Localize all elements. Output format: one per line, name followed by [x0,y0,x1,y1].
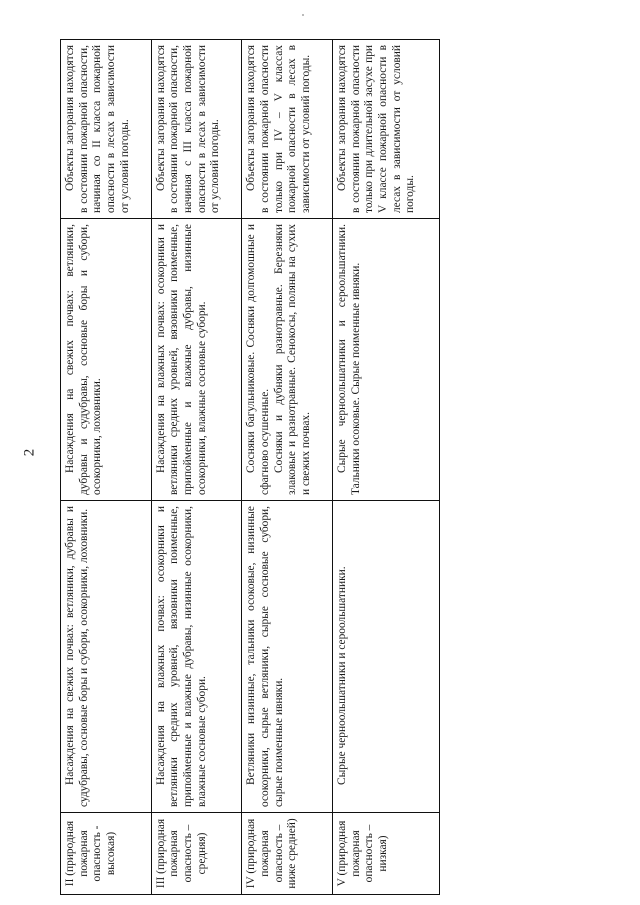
vegetation-types-cell [61,219,152,501]
page-number: 2 [21,448,38,457]
danger-class-cell: V (природная пожарная опасность – низкая) [332,813,439,895]
cell-paragraph: Насаждения на влажных почвах: осокорники и ветляники средних уровней, вязовники поименные, припойменные и влажные дубравы, низинные осокорники, влажные сосновые субори. [154,224,208,495]
cell-paragraph: Насаждения на свежих почвах: ветляники, дубравы и судубравы, сосновые боры и субори, осокорники, лоховники. [64,224,104,495]
forest-types-cell [242,501,333,813]
cell-paragraph: Сосняки багульниковые. Сосняки долгомошные и сфагново осушенные. [245,224,271,495]
cell-paragraph: Сырые черноольшатники и сероольшатники. Тальники осоковые. Сырые поименные ивняки. [335,224,362,495]
forest-types-cell [151,501,242,813]
danger-class-cell: IV (природная пожарная опасность – ниже средней) [242,813,333,895]
vegetation-types-cell [242,219,333,501]
cell-paragraph: Ветляники низинные, тальники осоковые, низинные осокорники, сырые ветляники, сырые сосновые субори, сырые поименные ивняки. [245,506,285,807]
danger-condition-cell [332,40,439,219]
cell-paragraph: Объекты загорания находятся в состоянии пожарной опасности только при длительной засухе при V классе пожарной опасности в лесах в зависимости от условий погоды. [335,45,417,213]
danger-condition-cell [242,40,333,219]
vegetation-types-cell [332,219,439,501]
danger-class-cell: III (природная пожарная опасность – средняя) [151,813,242,895]
cell-paragraph: Сырые черноольшатники и сероольшатники. [335,566,348,785]
cell-paragraph: Насаждения на свежих почвах: ветляники, дубравы и судубравы, сосновые боры и субори, осокорники, лоховники. [64,506,90,807]
table-row-class-4 [242,40,333,895]
rotated-table-wrapper [60,40,440,895]
table-row-class-3 [151,40,242,895]
fire-danger-table [60,39,440,895]
cell-paragraph: Объекты загорания находятся в состоянии пожарной опасности, начиная с III класса пожарной опасности в лесах в зависимости от условий погоды. [154,45,222,213]
danger-condition-cell [151,40,242,219]
danger-class-cell: II (природная пожарная опасность - высокая) [61,813,152,895]
cell-paragraph: Насаждения на влажных почвах: осокорники и ветляники средних уровней, вязовники поименные, припойменные и влажные дубравы, низинные осокорники, влажные сосновые субори. [154,506,208,807]
vegetation-types-cell [151,219,242,501]
table-row-class-2 [61,40,152,895]
cell-paragraph: Объекты загорания находятся в состоянии пожарной опасности, начиная со II класса пожарной опасности в лесах в зависимости от условий погоды. [64,45,131,213]
forest-types-cell [332,501,439,813]
danger-condition-cell [61,40,152,219]
scan-dust-mark [302,14,304,16]
cell-paragraph: Сосняки и дубняки разнотравные. Березняки злаковые и разнотравные. Сенокосы, поляны на сухих и свежих почвах. [272,224,312,495]
cell-paragraph: Объекты загорания находятся в состоянии пожарной опасности только при IV – V классах пожарной опасности в лесах в зависимости от условий погоды. [245,45,312,213]
forest-types-cell [61,501,152,813]
table-row-class-5 [332,40,439,895]
